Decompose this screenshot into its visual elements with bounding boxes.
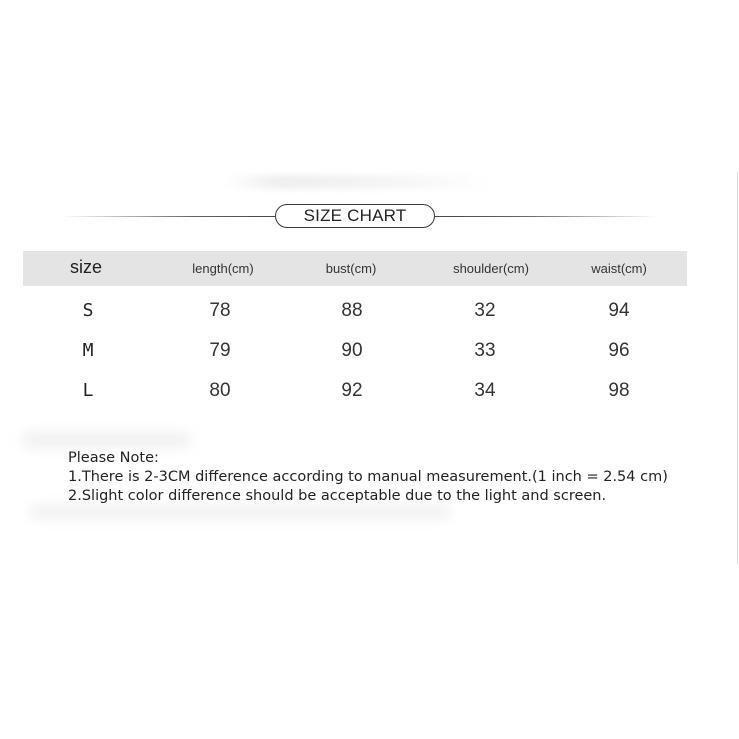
header-length: length(cm) xyxy=(192,261,254,276)
cell-waist: 94 xyxy=(608,300,630,321)
notes-heading: Please Note: xyxy=(68,450,159,466)
cell-size: S xyxy=(82,300,94,321)
faded-smudge xyxy=(22,432,192,448)
faded-watermark-strip xyxy=(225,175,495,189)
cell-shoulder: 33 xyxy=(474,340,496,361)
header-size: size xyxy=(69,257,103,277)
header-waist: waist(cm) xyxy=(591,261,647,276)
cell-bust: 88 xyxy=(341,300,363,321)
cell-length: 79 xyxy=(209,340,231,361)
faded-smudge xyxy=(30,505,450,519)
cell-length: 80 xyxy=(209,380,231,401)
please-note-block xyxy=(68,449,668,506)
cell-waist: 96 xyxy=(608,340,630,361)
cell-shoulder: 32 xyxy=(474,300,496,321)
title-rule-left xyxy=(62,216,278,217)
size-chart-title: SIZE CHART xyxy=(275,204,435,228)
header-shoulder: shoulder(cm) xyxy=(453,261,529,276)
cell-length: 78 xyxy=(209,300,231,321)
page-edge-line xyxy=(737,172,738,564)
cell-waist: 98 xyxy=(608,380,630,401)
note-line-2: 2.Slight color difference should be acceptable due to the light and screen. xyxy=(68,488,607,504)
header-bust: bust(cm) xyxy=(325,261,377,276)
cell-shoulder: 34 xyxy=(474,380,496,401)
cell-bust: 90 xyxy=(341,340,363,361)
cell-bust: 92 xyxy=(341,380,363,401)
cell-size: M xyxy=(82,340,94,361)
title-rule-right xyxy=(434,216,658,217)
note-line-1: 1.There is 2-3CM difference according to manual measurement.(1 inch = 2.54 cm) xyxy=(68,469,668,485)
cell-size: L xyxy=(82,380,94,401)
